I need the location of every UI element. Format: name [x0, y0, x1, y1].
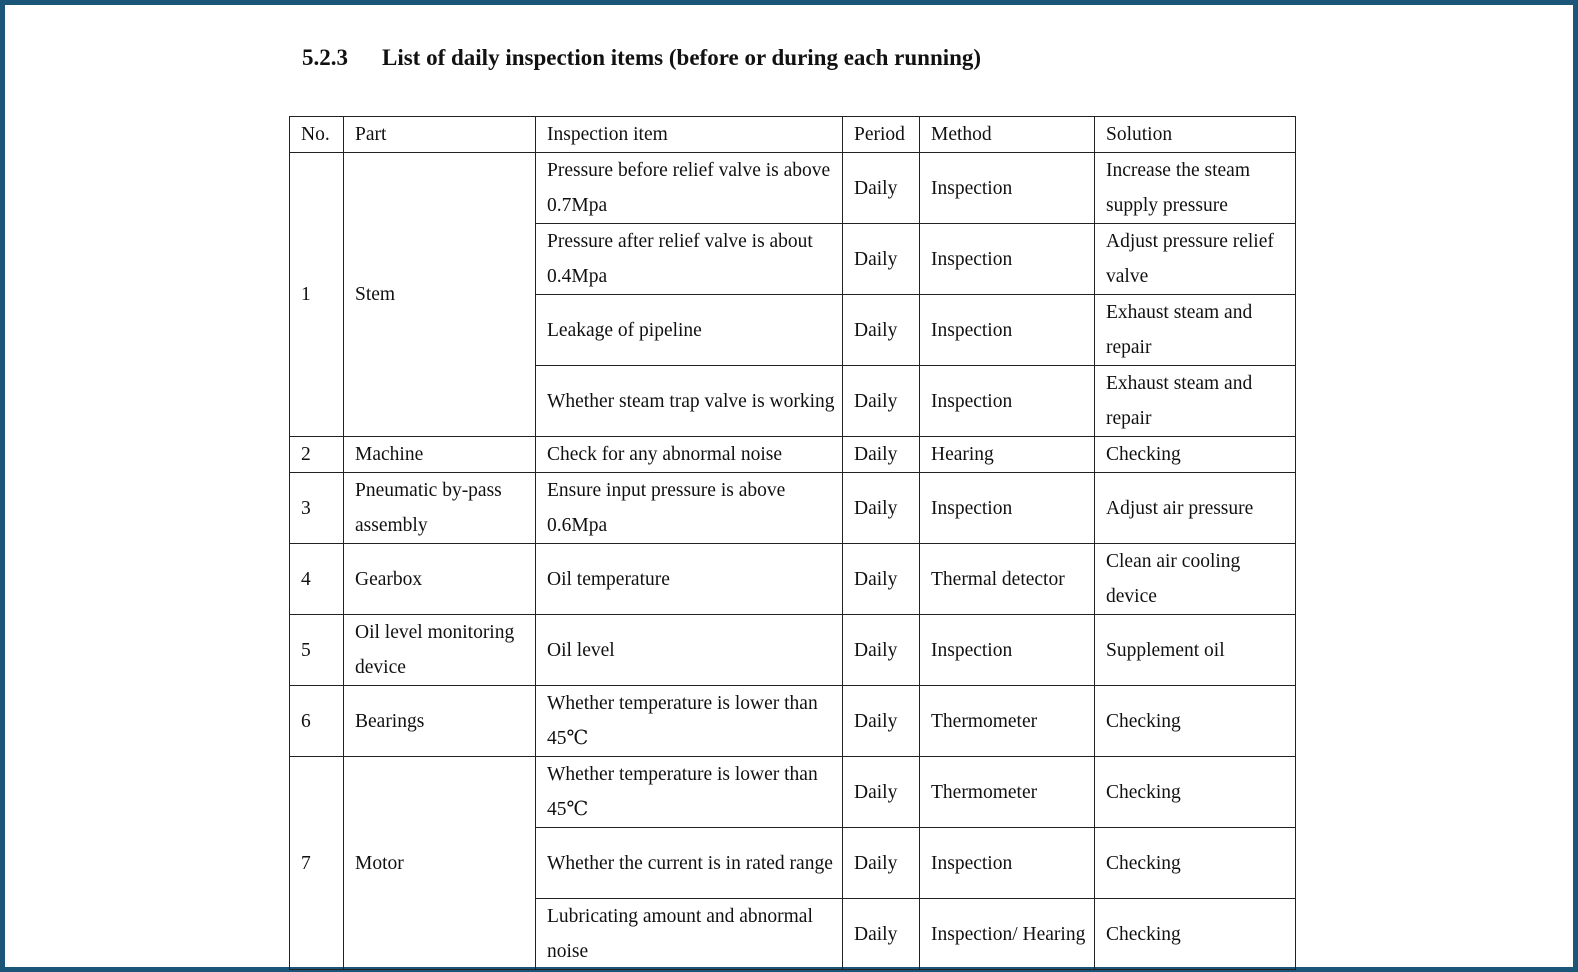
- table-row: [290, 615, 1296, 686]
- cell-solution: Exhaust steam and repair: [1095, 366, 1296, 437]
- table-row: [290, 473, 1296, 544]
- cell-inspection-item: Ensure input pressure is above 0.6Mpa: [536, 473, 843, 544]
- cell-inspection-item: Whether the current is in rated range: [536, 828, 843, 899]
- cell-solution: Exhaust steam and repair: [1095, 295, 1296, 366]
- section-number: 5.2.3: [302, 45, 348, 70]
- cell-no: 6: [290, 686, 344, 757]
- cell-no: 5: [290, 615, 344, 686]
- cell-method: Inspection: [920, 295, 1095, 366]
- table-row: [290, 153, 1296, 224]
- header-part: Part: [344, 117, 536, 153]
- table-row: [290, 757, 1296, 828]
- cell-no: 3: [290, 473, 344, 544]
- cell-inspection-item: Whether steam trap valve is working: [536, 366, 843, 437]
- cell-period: Daily: [843, 366, 920, 437]
- cell-period: Daily: [843, 686, 920, 757]
- cell-inspection-item: Oil level: [536, 615, 843, 686]
- cell-part: Gearbox: [344, 544, 536, 615]
- cell-part: Stem: [344, 153, 536, 437]
- cell-solution: Checking: [1095, 437, 1296, 473]
- cell-period: Daily: [843, 224, 920, 295]
- cell-inspection-item: Oil temperature: [536, 544, 843, 615]
- cell-no: 2: [290, 437, 344, 473]
- header-inspection-item: Inspection item: [536, 117, 843, 153]
- cell-period: Daily: [843, 544, 920, 615]
- cell-part: Pneumatic by-pass assembly: [344, 473, 536, 544]
- cell-solution: Supplement oil: [1095, 615, 1296, 686]
- cell-solution: Checking: [1095, 757, 1296, 828]
- cell-no: 4: [290, 544, 344, 615]
- cell-period: Daily: [843, 473, 920, 544]
- cell-period: Daily: [843, 757, 920, 828]
- cell-method: Inspection: [920, 153, 1095, 224]
- cell-period: Daily: [843, 615, 920, 686]
- cell-inspection-item: Pressure before relief valve is above 0.7Mpa: [536, 153, 843, 224]
- cell-method: Hearing: [920, 437, 1095, 473]
- cell-part: Bearings: [344, 686, 536, 757]
- cell-period: Daily: [843, 295, 920, 366]
- cell-inspection-item: Check for any abnormal noise: [536, 437, 843, 473]
- cell-solution: Checking: [1095, 899, 1296, 970]
- section-title: List of daily inspection items (before or during each running): [382, 45, 982, 70]
- cell-method: Inspection: [920, 366, 1095, 437]
- cell-solution: Checking: [1095, 686, 1296, 757]
- table-row: [290, 544, 1296, 615]
- cell-method: Inspection: [920, 615, 1095, 686]
- cell-part: Machine: [344, 437, 536, 473]
- cell-part: Motor: [344, 757, 536, 970]
- header-method: Method: [920, 117, 1095, 153]
- table-body: [290, 153, 1296, 970]
- cell-method: Inspection: [920, 224, 1095, 295]
- cell-method: Thermal detector: [920, 544, 1095, 615]
- section-heading: [302, 45, 981, 71]
- cell-inspection-item: Whether temperature is lower than 45℃: [536, 686, 843, 757]
- header-period: Period: [843, 117, 920, 153]
- cell-inspection-item: Whether temperature is lower than 45℃: [536, 757, 843, 828]
- cell-method: Inspection/ Hearing: [920, 899, 1095, 970]
- cell-solution: Clean air cooling device: [1095, 544, 1296, 615]
- header-no: No.: [290, 117, 344, 153]
- table-row: [290, 686, 1296, 757]
- cell-no: 1: [290, 153, 344, 437]
- cell-period: Daily: [843, 437, 920, 473]
- cell-part: Oil level monitoring device: [344, 615, 536, 686]
- cell-method: Thermometer: [920, 757, 1095, 828]
- table-viewport: [289, 116, 1299, 962]
- inspection-table: [289, 116, 1296, 970]
- cell-inspection-item: Lubricating amount and abnormal noise: [536, 899, 843, 970]
- cell-solution: Adjust pressure relief valve: [1095, 224, 1296, 295]
- header-solution: Solution: [1095, 117, 1296, 153]
- cell-inspection-item: Pressure after relief valve is about 0.4Mpa: [536, 224, 843, 295]
- table-header-row: [290, 117, 1296, 153]
- cell-method: Thermometer: [920, 686, 1095, 757]
- cell-period: Daily: [843, 899, 920, 970]
- cell-solution: Checking: [1095, 828, 1296, 899]
- cell-solution: Increase the steam supply pressure: [1095, 153, 1296, 224]
- cell-period: Daily: [843, 153, 920, 224]
- cell-no: 7: [290, 757, 344, 970]
- cell-period: Daily: [843, 828, 920, 899]
- cell-solution: Adjust air pressure: [1095, 473, 1296, 544]
- cell-method: Inspection: [920, 828, 1095, 899]
- table-row: [290, 437, 1296, 473]
- cell-method: Inspection: [920, 473, 1095, 544]
- cell-inspection-item: Leakage of pipeline: [536, 295, 843, 366]
